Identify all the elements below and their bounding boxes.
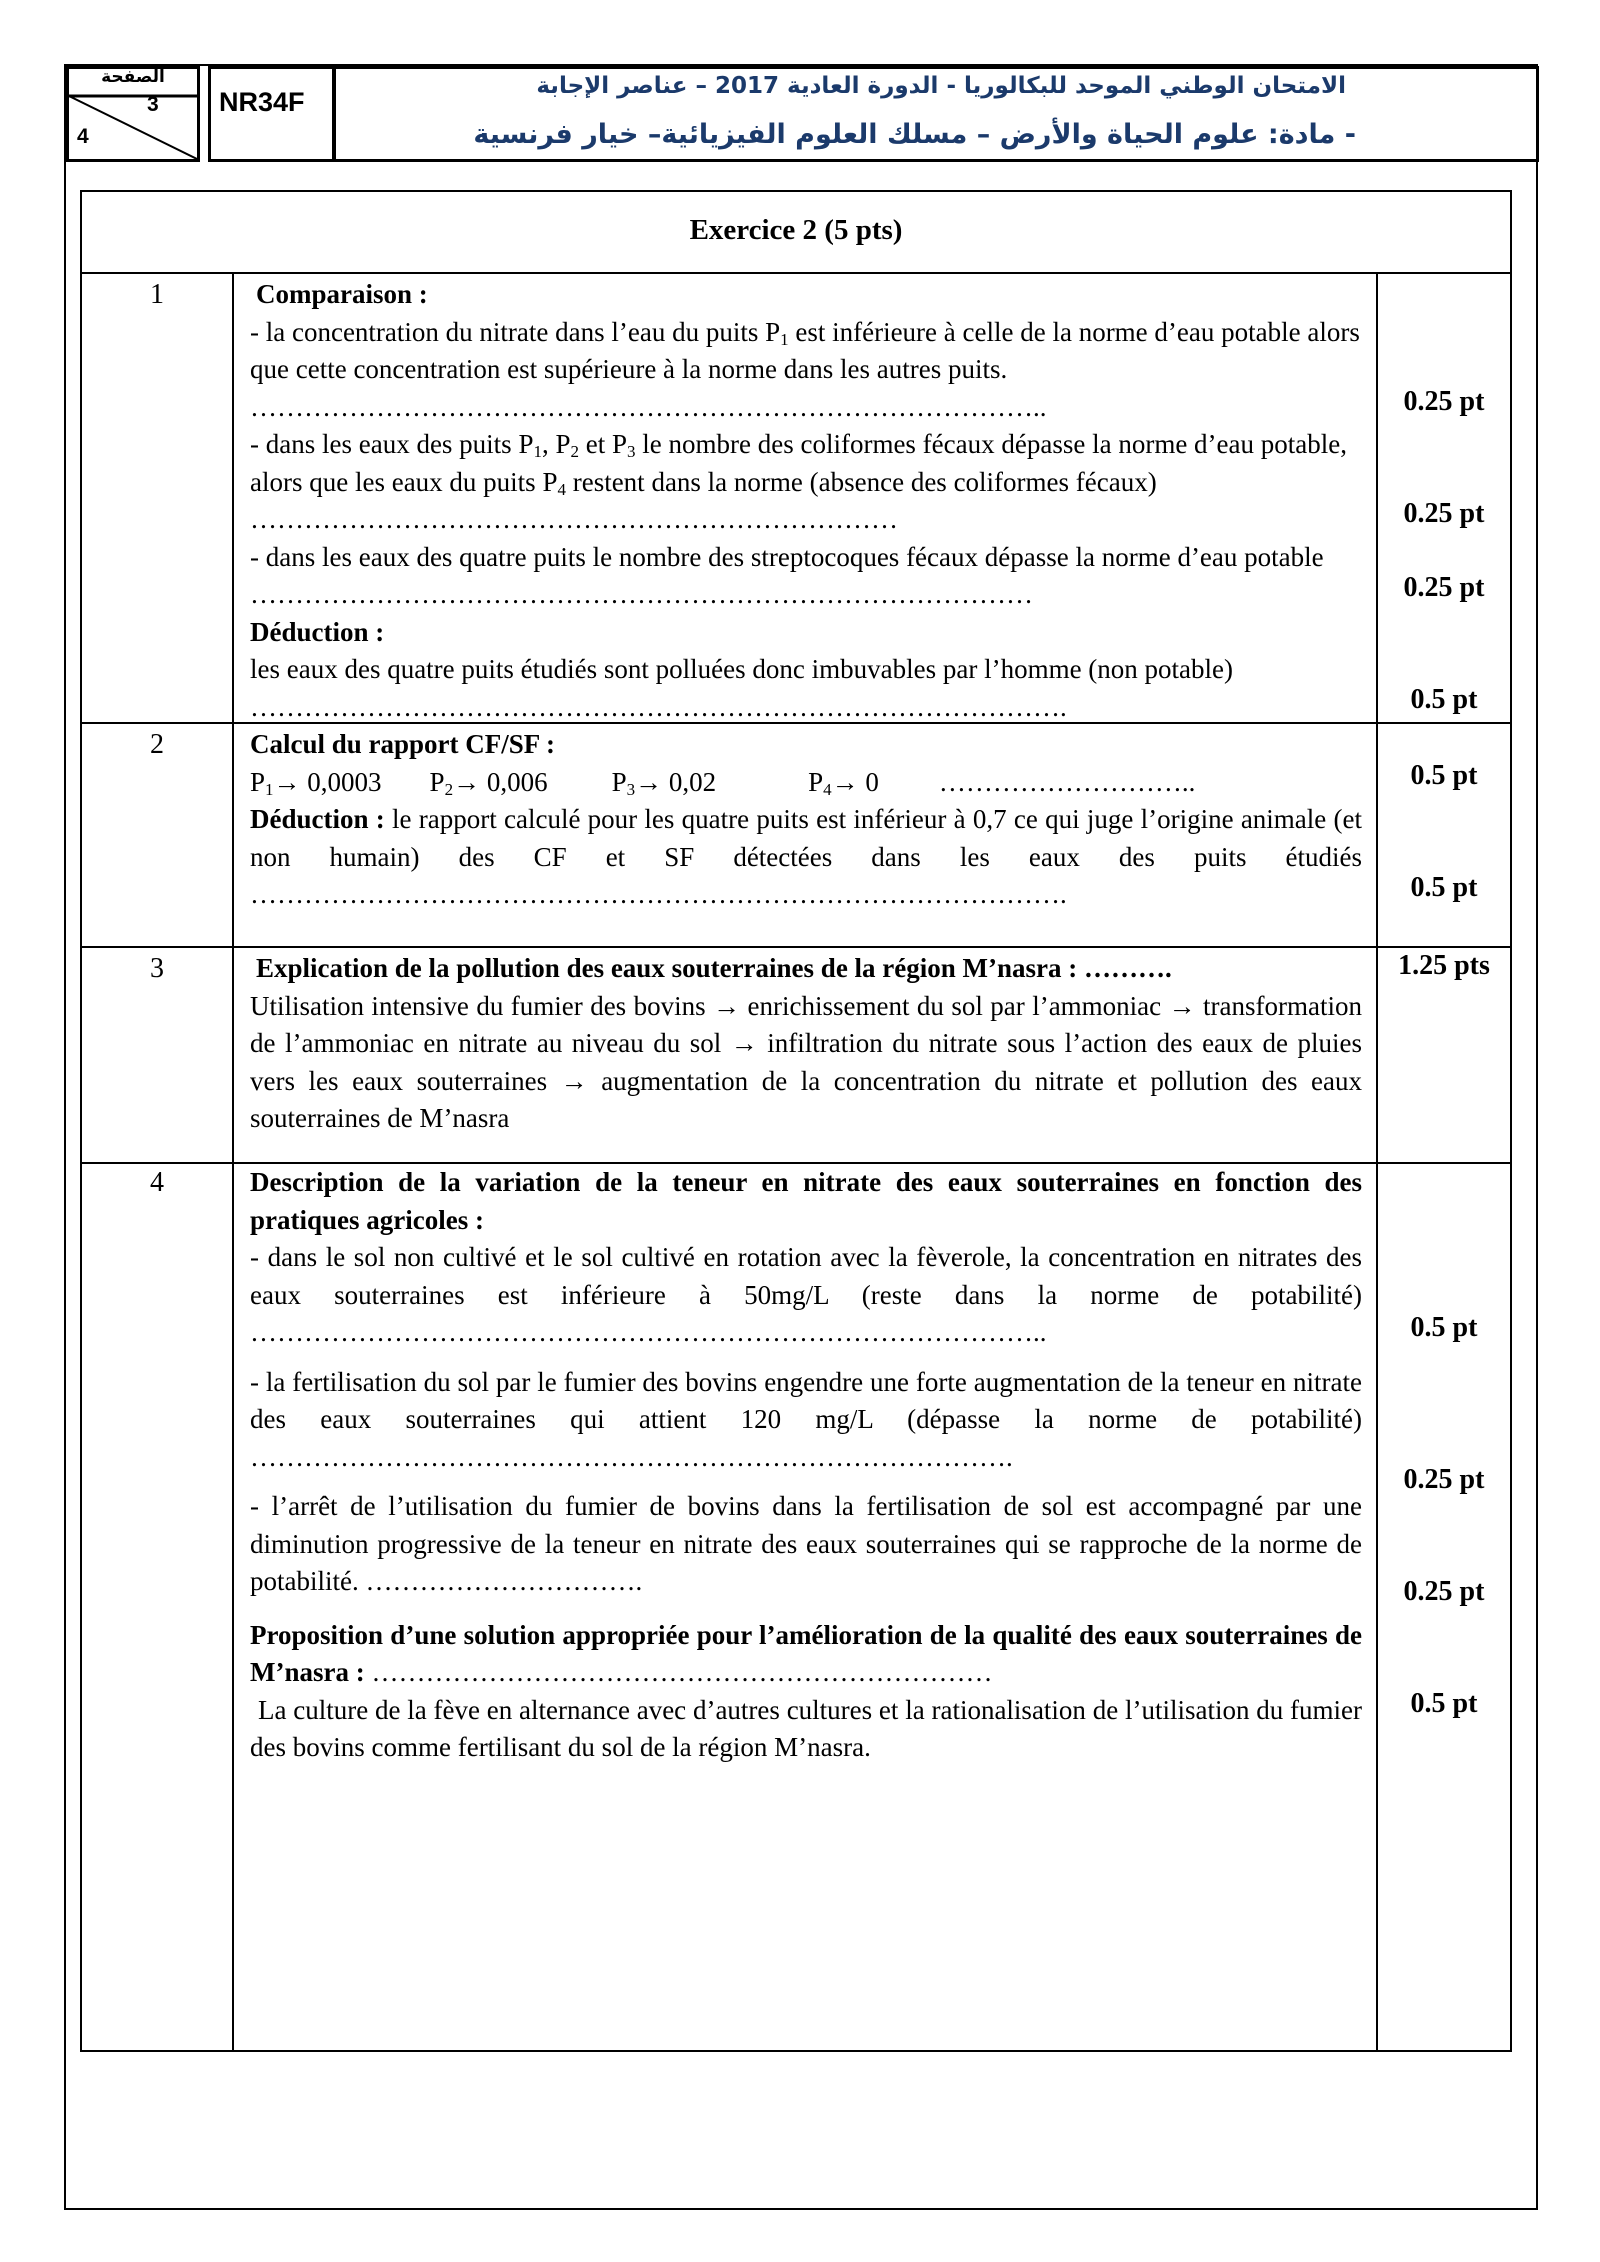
comparison-point-1: - la concentration du nitrate dans l’eau du puits $P_1$ est inférieure à celle de la norme d’eau potable alors que cette concentration est supérieure à la norme dans les autres puits. …………………………………………………………………………….. <box>250 316 1360 422</box>
question-number-1: 1 <box>150 279 164 310</box>
page-label: الصفحة <box>101 67 165 87</box>
points-q2-a: 0.5 pt <box>1410 760 1478 791</box>
question-2-content <box>250 726 1362 914</box>
comparison-point-2: - dans les eaux des puits $P_1$, $P_2$ et $P_3$ le nombre des coliformes fécaux dépasse la norme d’eau potable, alors que les eaux du puits $P_4$ restent dans la norme (absence des coliformes fécaux) ……………………………………………………………… <box>250 429 1347 534</box>
points-q4-d: 0.5 pt <box>1410 1688 1478 1719</box>
proposal-heading: Proposition d’une solution appropriée pour l’amélioration de la qualité des eaux souterraines de M’nasra : …………………………………………………………… <box>250 1619 1362 1687</box>
question-3-content <box>250 950 1362 1138</box>
comparison-point-3: - dans les eaux des quatre puits le nombre des streptocoques fécaux dépasse la norme d’eau potable …………………………………………………………………………… <box>250 541 1324 609</box>
points-q4-a: 0.5 pt <box>1410 1312 1478 1343</box>
proposal-text: La culture de la fève en alternance avec d’autres cultures et la rationalisation de l’utilisation du fumier des bovins comme fertilisant du sol de la région M’nasra. <box>250 1694 1362 1762</box>
points-q1-d: 0.5 pt <box>1410 684 1478 715</box>
exam-title-box <box>333 66 1539 162</box>
ratio-values: $P_1\to 0,0003$ $P_2\to 0,006$ $P_3\to 0,02$ $P_4\to 0$ ……………………….. <box>250 766 1196 799</box>
deduction-title: Déduction : <box>250 616 385 647</box>
question-number-3: 3 <box>150 953 164 984</box>
points-q3: 1.25 pts <box>1398 950 1490 981</box>
points-q2-b: 0.5 pt <box>1410 872 1478 903</box>
question-4-content <box>250 1164 1362 1767</box>
question-number-2: 2 <box>150 729 164 760</box>
exam-code: NR34F <box>208 66 335 162</box>
description-point-2: - la fertilisation du sol par le fumier des bovins engendre une forte augmentation de la teneur en nitrate des eaux souterraines qui attient 120 mg/L (dépasse la norme de potabilité) …………………………………………………………………………. <box>250 1366 1362 1472</box>
deduction-text: les eaux des quatre puits étudiés sont polluées donc imbuvables par l’homme (non potable) ………………………………………………………………………………. <box>250 654 1234 722</box>
page-number-box <box>66 66 200 162</box>
points-q1-b: 0.25 pt <box>1403 498 1485 529</box>
exam-title-line2: - مادة: علوم الحياة والأرض – مسلك العلوم الفيزيائية– خيار فرنسية <box>473 119 1356 150</box>
question-1-content <box>250 276 1362 726</box>
comparison-title: Comparaison : <box>256 279 428 309</box>
description-point-1: - dans le sol non cultivé et le sol cultivé en rotation avec la fèverole, la concentration en nitrates des eaux souterraines est inférieure à 50mg/L (reste dans la norme de potabilité) …………………………………………………………………………….. <box>250 1242 1362 1347</box>
page-total: 4 <box>77 125 89 148</box>
ratio-title: Calcul du rapport CF/SF : <box>250 729 556 759</box>
explanation-title: Explication de la pollution des eaux souterraines de la région M’nasra : ………. <box>256 953 1172 983</box>
page-current: 3 <box>147 93 159 116</box>
points-q1-c: 0.25 pt <box>1403 572 1485 603</box>
ratio-deduction: Déduction : le rapport calculé pour les quatre puits est inférieur à 0,7 ce qui juge l’origine animale (et non humain) des CF et SF détectées dans les eaux des puits étudiés ………………………………………………………………………………. <box>250 804 1363 909</box>
explanation-text: Utilisation intensive du fumier des bovins → enrichissement du sol par l’ammoniac → transformation de l’ammoniac en nitrate au niveau du sol → infiltration du nitrate sous l’action des eaux de pluies vers les eaux souterraines → augmentation de la concentration du nitrate et pollution des eaux souterraines de M’nasra <box>250 990 1362 1133</box>
description-point-3: - l’arrêt de l’utilisation du fumier de bovins dans la fertilisation de sol est accompagné par une diminution progressive de la teneur en nitrate des eaux souterraines qui se rapproche de la norme de potabilité. …………………………. <box>250 1491 1362 1596</box>
exercise-title: Exercice 2 (5 pts) <box>689 214 903 246</box>
points-q1-a: 0.25 pt <box>1403 386 1485 417</box>
points-q4-b: 0.25 pt <box>1403 1464 1485 1495</box>
question-number-4: 4 <box>150 1167 164 1198</box>
points-q4-c: 0.25 pt <box>1403 1576 1485 1607</box>
exam-title-line1: الامتحان الوطني الموحد للبكالوريا - الدورة العادية 2017 – عناصر الإجابة <box>536 73 1346 99</box>
description-title: Description de la variation de la teneur en nitrate des eaux souterraines en fonction des pratiques agricoles : <box>250 1167 1362 1235</box>
